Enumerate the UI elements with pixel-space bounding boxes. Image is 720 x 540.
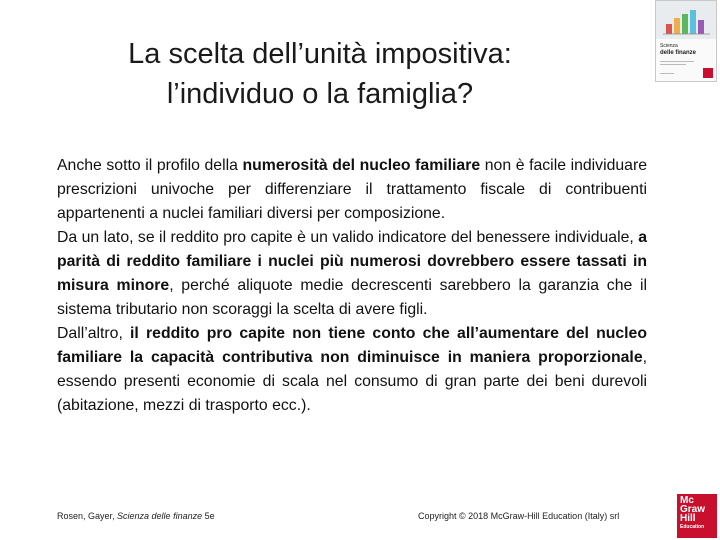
book-cover-thumbnail [655,0,717,82]
body-run: non è facile individuare prescrizioni univoche per differenziare il trattamento fiscale di contribuenti appartenenti a nuclei familiari diversi per composizione. [57,157,647,222]
body-emphasis: il reddito pro capite non tiene conto che all’aumentare del nucleo familiare la capacità contributiva non diminuisce in maniera proporzionale [57,325,647,366]
slide-body [57,154,647,418]
mcgraw-hill-logo [677,494,717,538]
slide-title [40,34,600,114]
cover-text-line [660,61,694,62]
cover-publisher-logo [703,68,713,78]
slide-title-line-2: l’individuo o la famiglia? [166,78,474,110]
body-run: , perché aliquote medie decrescenti sarebbero la garanzia che il sistema tributario non scoraggi la scelta di avere figli. [57,277,648,318]
body-paragraph [57,226,647,322]
body-paragraph [57,154,647,226]
logo-line-2: Graw [680,504,706,515]
footer-citation [57,510,215,522]
body-run: , essendo presenti economie di scala nel consumo di gran parte dei beni durevoli (abitazione, mezzi di trasporto ecc.). [57,349,647,414]
logo-line-3: Hill [680,513,696,524]
logo-line-1: Mc [680,495,694,506]
cover-title-main: delle finanze [660,50,697,56]
footer-edition: 5e [202,511,215,521]
cover-publisher-line [660,73,674,74]
slide-title-line-1: La scelta dell’unità impositiva: [128,38,512,70]
logo-line-4: Education [680,524,705,530]
body-run: Dall’altro, [57,325,131,342]
body-run: Da un lato, se il reddito pro capite è un valido indicatore del benessere individuale, [57,229,639,246]
cover-text-line [660,64,686,65]
body-emphasis: a parità di reddito familiare i nuclei più numerosi dovrebbero essere tassati in misura minore [57,229,647,294]
cover-title-small: Scienza [660,43,678,49]
body-run: Anche sotto il profilo della [57,157,243,174]
footer-copyright: Copyright © 2018 McGraw-Hill Education (Italy) srl [418,511,620,521]
cover-chart-graphic [660,4,714,38]
body-paragraph [57,322,647,418]
footer-authors: Rosen, Gayer, [57,511,118,521]
footer-book-title: Scienza delle finanze [117,511,203,521]
body-emphasis: numerosità del nucleo familiare [242,157,481,174]
